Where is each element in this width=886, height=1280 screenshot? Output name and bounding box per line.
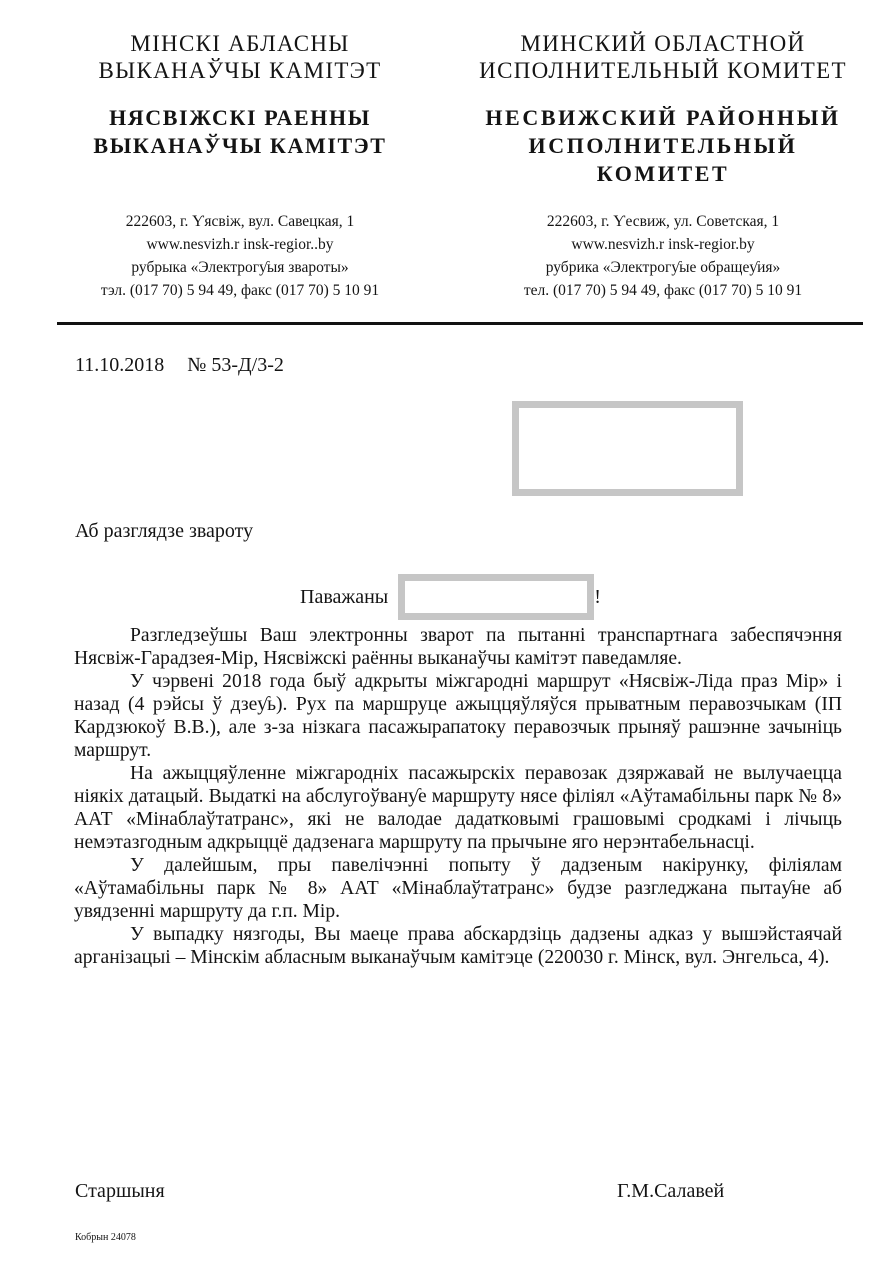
address-by: 222603, г. Ƴясвіж, вул. Савецкая, 1 (125, 213, 355, 230)
website-by[interactable]: www.nesvizh.r insk-regior..by (146, 236, 334, 253)
greeting-exclamation: ! (594, 585, 601, 608)
letter-date: 11.10.2018 (75, 354, 165, 376)
region-name-by-line1: МІНСКІ АБЛАСНЫ (130, 31, 350, 56)
district-name-ru-line1: НЕСВИЖСКИЙ РАЙОННЫЙ (485, 105, 841, 130)
body-paragraph: У чэрвені 2018 года быў адкрыты міжгародні маршрут «Нясвіж-Ліда праз Мір» і назад (4 рэйсы ў дзеƴь). Рух па маршруце ажыццяўляўся прыватным перавозчыкам (ІП Кардзюкоў В.В.), але з-за нізкага пасажырапатоку перавозчык прыняў рашэнне зачыніць маршрут. (74, 671, 842, 761)
contacts-left (60, 210, 420, 302)
letterhead-left (60, 30, 420, 160)
signatory-name: Г.М.Салавей (617, 1180, 725, 1202)
signatory-title: Старшыня (75, 1180, 165, 1202)
greeting (300, 574, 601, 620)
letter-body (74, 624, 842, 969)
redacted-recipient-name (398, 574, 594, 620)
letterhead-right (470, 30, 856, 188)
body-paragraph: Разгледзеўшы Ваш электронны зварот па пытанні транспартнага забеспячэння Нясвіж-Гарадзея-Мір, Нясвіжскі раённы выканаўчы камітэт паведамляе. (74, 625, 842, 669)
salutation: Паважаны (300, 585, 389, 608)
redacted-recipient-address (512, 401, 743, 496)
reference-number: № 53-Д/3-2 (187, 354, 284, 376)
district-name-by-line1: НЯСВІЖСКІ РАЕННЫ (109, 105, 371, 130)
address-ru: 222603, г. Ƴесвиж, ул. Советская, 1 (546, 213, 780, 230)
body-paragraph: На ажыццяўленне міжгародніх пасажырскіх перавозак дзяржавай не вылучаецца ніякіх датацый. Выдаткі на абслугоўванƴе маршруту нясе філіял «Аўтамабільны парк № 8» ААТ «Мінаблаўтатранс», які не валодае дадатковымі грашовымі сродкамі і лічыць немэтазгодным адкрыццё дадзенага маршруту па прычыне яго нерэнтабельнасці. (74, 763, 842, 853)
letterhead-divider (57, 322, 863, 325)
district-name-ru (470, 104, 856, 188)
district-name-ru-line2: ИСПОЛНИТЕЛЬНЫЙ (528, 133, 798, 158)
rubric-ru: рубрика «Электрогƴые обращеƴия» (545, 259, 781, 276)
body-paragraph: У выпадку нязгоды, Вы маеце права абскардзіць дадзены адказ у вышэйстаячай арганізацыі – Мінскім абласным выканаўчым камітэце (220030 г. Мінск, вул. Энгельса, 4). (74, 924, 842, 968)
date-reference-line (75, 354, 284, 377)
district-name-ru-line3: КОМИТЕТ (596, 161, 730, 186)
region-name-ru-line1: МИНСКИЙ ОБЛАСТНОЙ (520, 31, 806, 56)
body-paragraph: У далейшым, пры павелічэнні попыту ў дадзеным накірунку, філіялам «Аўтамабільны парк № 8» ААТ «Мінаблаўтатранс» будзе разгледжана пытаƴне аб увядзенні маршруту да г.п. Мір. (74, 855, 842, 922)
contacts-right (470, 210, 856, 302)
phone-fax-ru: тел. (017 70) 5 94 49, факс (017 70) 5 10 91 (523, 282, 803, 299)
website-ru[interactable]: www.nesvizh.r insk-regior.by (571, 236, 755, 253)
letter-subject: Аб разглядзе звароту (75, 520, 254, 542)
phone-fax-by: тэл. (017 70) 5 94 49, факс (017 70) 5 10 91 (100, 282, 380, 299)
district-name-by (60, 104, 420, 160)
district-name-by-line2: ВЫКАНАЎЧЫ КАМІТЭТ (93, 133, 387, 158)
region-name-by-line2: ВЫКАНАЎЧЫ КАМІТЭТ (98, 58, 382, 83)
executor-code: Кобрын 24078 (75, 1232, 136, 1243)
region-name-ru-line2: ИСПОЛНИТЕЛЬНЫЙ КОМИТЕТ (479, 58, 847, 83)
rubric-by: рубрыка «Электрогƴыя звароты» (131, 259, 349, 276)
